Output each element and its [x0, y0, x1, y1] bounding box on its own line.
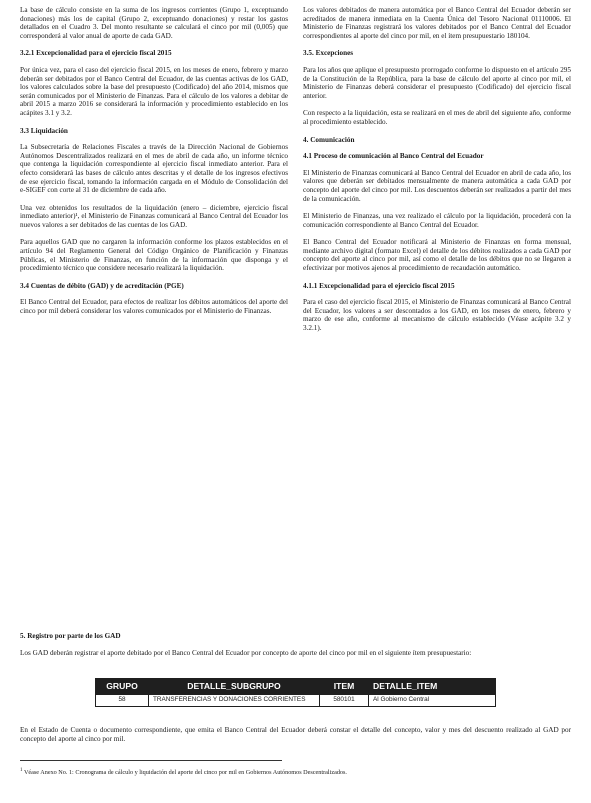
table-cell: Al Gobierno Central [369, 695, 496, 707]
paragraph: Para aquellos GAD que no cargaren la información conforme los plazos establecidos en el artículo 94 del Reglamento General del Código Orgánico de Planificación y Finanzas Públicas, el Ministerio de Finanzas, en función de la información que disponga y el procedimiento técnico que considere necesario realizará la liquidación. [20, 238, 288, 273]
paragraph: Los GAD deberán registrar el aporte debitado por el Banco Central del Ecuador por concepto de aporte del cinco por mil en el siguiente ítem presupuestario: [20, 648, 472, 657]
table-cell: TRANSFERENCIAS Y DONACIONES CORRIENTES [149, 695, 320, 707]
table-cell: 58 [96, 695, 149, 707]
paragraph: El Banco Central del Ecuador, para efectos de realizar los débitos automáticos del aporte del cinco por mil deberá considerar los valores comunicados por el Ministerio de Finanzas. [20, 298, 288, 316]
section-heading: 4.1 Proceso de comunicación al Banco Central del Ecuador [303, 152, 484, 161]
section-5 [20, 632, 571, 657]
table-header-row [96, 679, 496, 695]
section-heading: 5. Registro por parte de los GAD [20, 632, 121, 640]
paragraph: Por única vez, para el caso del ejercicio fiscal 2015, en los meses de enero, febrero y marzo deberán ser debitados por el Banco Central del Ecuador, de las cuentas activas de los GAD, los valores calculados sobre la base del presupuesto (Codificado) del año 2014, mismos que serán comunicados por el Ministerio de Finanzas. Para el cálculo de los valores a debitar de abril 2015 a marzo 2016 se considerará la información y procedimiento establecido en los acápites 3.1 y 3.2. [20, 65, 288, 117]
column-header: ITEM [320, 679, 369, 695]
column-header: GRUPO [96, 679, 149, 695]
column-header: DETALLE_SUBGRUPO [149, 679, 320, 695]
paragraph: El Ministerio de Finanzas comunicará al Banco Central del Ecuador en abril de cada año, los valores que deberán ser debitados mensualmente de manera automática a cada GAD por concepto del aporte del cinco por mil. Los descuentos deberán ser realizados a partir del mes de la comunicación. [303, 168, 571, 203]
paragraph: La Subsecretaría de Relaciones Fiscales a través de la Dirección Nacional de Gobiernos Autónomos Descentralizados realizará en el mes de abril de cada año, un informe técnico que contenga la liquidación correspondiente al ejercicio fiscal inmediato anterior. Para el efecto considerará las bases de cálculo antes descritas y el detalle de los ingresos efectivos de ese ejercicio fiscal, tomando la información cargada en el Módulo de Consolidación del e-SIGEF con corte al 31 de diciembre de cada año. [20, 143, 288, 195]
paragraph: La base de cálculo consiste en la suma de los ingresos corrientes (Grupo 1, exceptuando donaciones) más los de capital (Grupo 2, exceptuando donaciones) y restar los gastos detallados en el Cuadro 3. Del monto resultante se calculará el cinco por mil (0,005) que corresponderá al valor anual de aporte de cada GAD. [20, 6, 288, 40]
paragraph: Para los años que aplique el presupuesto prorrogado conforme lo dispuesto en el artículo 295 de la Constitución de la República, para la base de cálculo del aporte al cinco por mil, el Ministerio de Finanzas deberá considerar el presupuesto (Codificado) del ejercicio fiscal anterior. [303, 65, 571, 100]
footnote-marker: 1 [20, 768, 23, 773]
paragraph: Para el caso del ejercicio fiscal 2015, el Ministerio de Finanzas comunicará al Banco Central del Ecuador, los valores a ser descontados a los GAD, en los meses de enero, febrero y marzo de ese año, conforme al mecanismo de cálculo establecido (Véase acápite 3.2 y 3.2.1). [303, 298, 571, 333]
section-heading: 3.3 Liquidación [20, 126, 68, 135]
section-heading: 3.5. Excepciones [303, 49, 354, 58]
right-column [303, 6, 571, 342]
footnote-divider [20, 760, 282, 761]
section-heading: 3.2.1 Excepcionalidad para el ejercicio fiscal 2015 [20, 49, 172, 58]
budget-item-table [95, 678, 496, 707]
footnote [20, 767, 571, 777]
paragraph: En el Estado de Cuenta o documento correspondiente, que emita el Banco Central del Ecuador deberá constar el detalle del concepto, valor y mes del descuento realizado al GAD por concepto del aporte al cinco por mil. [20, 726, 571, 743]
paragraph: El Ministerio de Finanzas, una vez realizado el cálculo por la liquidación, procederá con la comunicación correspondiente al Banco Central del Ecuador. [303, 212, 571, 229]
table-row [96, 695, 496, 707]
section-heading: 4.1.1 Excepcionalidad para el ejercicio fiscal 2015 [303, 281, 455, 290]
paragraph: Una vez obtenidos los resultados de la liquidación (enero – diciembre, ejercicio fiscal inmediato anterior)¹, el Ministerio de Finanzas comunicará al Banco Central del Ecuador los nuevos valores a ser debitados de las cuentas de los GAD. [20, 203, 288, 229]
paragraph: Los valores debitados de manera automática por el Banco Central del Ecuador deberán ser acreditados de manera inmediata en la Cuenta Única del Tesoro Nacional 01110006. El Ministerio de Finanzas registrará los valores debitados por el Banco Central del Ecuador correspondientes al aporte del cinco por mil, en el ítem presupuestario 180104. [303, 6, 571, 40]
section-heading: 3.4 Cuentas de débito (GAD) y de acreditación (PGE) [20, 281, 184, 290]
table-cell: 580101 [320, 695, 369, 707]
footnote-text: Véase Anexo No. 1: Cronograma de cálculo y liquidación del aporte del cinco por mil en Gobiernos Autónomos Descentralizados. [23, 769, 347, 777]
left-column [20, 6, 288, 325]
paragraph: El Banco Central del Ecuador notificará al Ministerio de Finanzas en forma mensual, mediante archivo digital (formato Excel) el detalle de los débitos realizados a cada GAD por concepto del aporte al cinco por mil, así como el detalle de los débitos que no se llegaren a efectivizar por motivos ajenos al procedimiento de recaudación automático. [303, 238, 571, 273]
section-heading: 4. Comunicación [303, 135, 355, 144]
section-5-closing [20, 726, 571, 743]
item-table-wrapper [20, 678, 571, 707]
paragraph: Con respecto a la liquidación, esta se realizará en el mes de abril del siguiente año, conforme al procedimiento establecido. [303, 109, 571, 126]
column-header: DETALLE_ITEM [369, 679, 496, 695]
